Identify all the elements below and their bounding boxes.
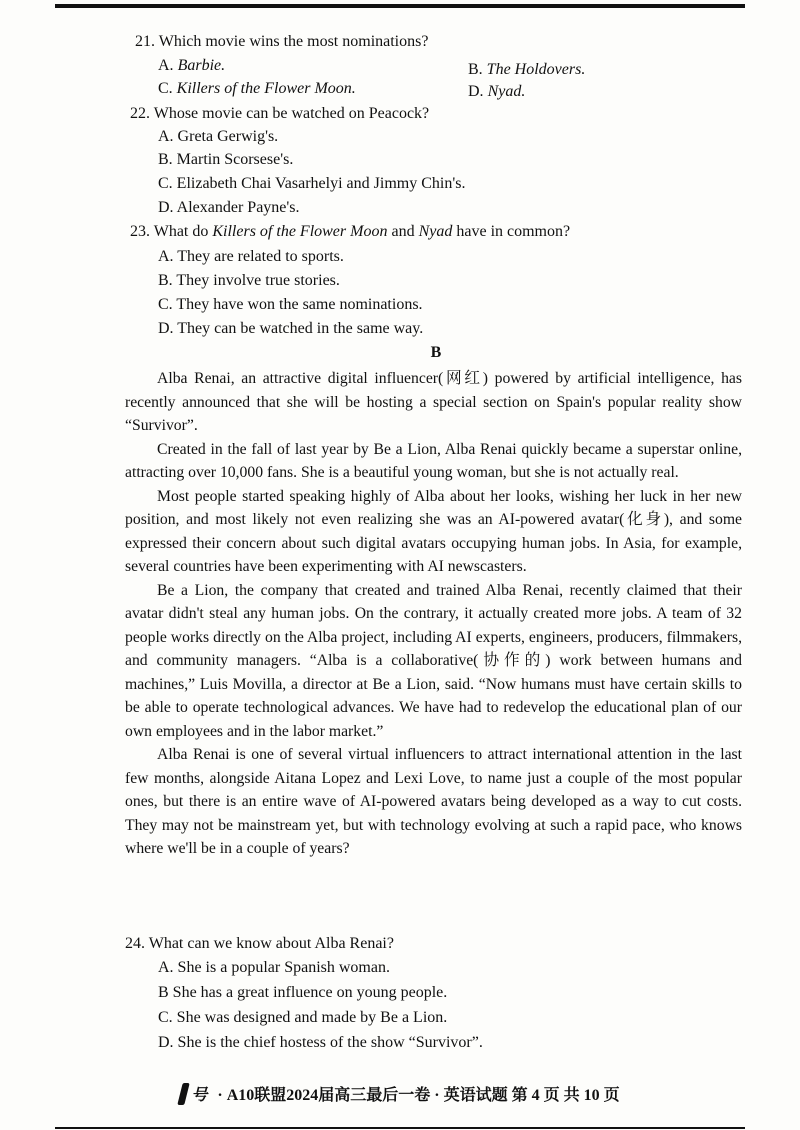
q22-option-d: D. Alexander Payne's. [158, 199, 300, 216]
question-24-stem: 24. What can we know about Alba Renai? [125, 935, 394, 952]
bottom-rule [55, 1127, 745, 1129]
q23-option-d: D. They can be watched in the same way. [158, 320, 424, 337]
q22-option-a: A. Greta Gerwig's. [158, 128, 279, 145]
logo-text: 号 [191, 1087, 208, 1104]
q24-option-b: B She has a great influence on young people. [158, 984, 448, 1001]
q21-option-d: D. Nyad. [468, 83, 526, 100]
q21-option-a-text: Barbie. [177, 57, 226, 74]
page-footer [0, 1082, 800, 1105]
q23-stem-mid: and [387, 223, 419, 240]
q21-option-a: A. Barbie. [158, 57, 226, 74]
q21-option-c-text: Killers of the Flower Moon. [176, 80, 356, 97]
q21-option-b-text: The Holdovers. [486, 61, 586, 78]
q24-option-c: C. She was designed and made by Be a Lion. [158, 1009, 448, 1026]
question-22-stem: 22. Whose movie can be watched on Peacock? [130, 105, 430, 122]
question-21-stem: 21. Which movie wins the most nominations? [135, 33, 429, 50]
q23-option-a: A. They are related to sports. [158, 248, 344, 265]
q24-option-a: A. She is a popular Spanish woman. [158, 959, 390, 976]
q23-option-b: B. They involve true stories. [158, 272, 340, 289]
q21-option-b: B. The Holdovers. [468, 61, 586, 78]
passage-paragraph-3: Most people started speaking highly of Alba about her looks, wishing her luck in her new position, and most likely not even realizing she was an AI-powered avatar(化身), and some expressed their concern about such digital avatars occupying human jobs. In Asia, for example, several countries have been experimenting with AI newscasters. [125, 487, 742, 575]
footer-text: · A10联盟2024届高三最后一卷 · 英语试题 第 4 页 共 10 页 [217, 1087, 620, 1104]
q22-option-b: B. Martin Scorsese's. [158, 151, 294, 168]
question-23-stem [130, 222, 570, 242]
q23-stem-title-2: Nyad [418, 223, 453, 240]
top-rule [55, 4, 745, 8]
q21-option-c: C. Killers of the Flower Moon. [158, 80, 356, 97]
q23-stem-post: have in common? [452, 223, 571, 240]
passage-paragraph-5: Alba Renai is one of several virtual influencers to attract international attention in the last few months, alongside Aitana Lopez and Lexi Love, to name just a couple of the most popular ones, but there is an entire wave of AI-powered avatars being developed as a way to cut costs. They may not be mainstream yet, but with technology evolving at such a rapid pace, who knows where we'll be in a couple of years? [125, 746, 742, 857]
passage-paragraph-1: Alba Renai, an attractive digital influencer(网红) powered by artificial intelligence, has recently announced that she will be hosting a special section on Spain's popular reality show “Survivor”. [125, 370, 742, 434]
q23-stem-title-1: Killers of the Flower Moon [212, 223, 388, 240]
passage-paragraph-2: Created in the fall of last year by Be a Lion, Alba Renai quickly became a superstar online, attracting over 10,000 fans. She is a beautiful young woman, but she is not actually real. [125, 440, 742, 481]
q23-option-c: C. They have won the same nominations. [158, 296, 423, 313]
q21-option-d-text: Nyad. [487, 83, 526, 100]
reading-passage [125, 367, 742, 861]
logo-icon [178, 1083, 190, 1105]
passage-paragraph-4: Be a Lion, the company that created and trained Alba Renai, recently claimed that their avatar didn't steal any human jobs. On the contrary, it actually created more jobs. A team of 32 people works directly on the Alba project, including AI experts, engineers, producers, filmmakers, and community managers. “Alba is a collaborative(协作的) work between humans and machines,” Luis Movilla, a director at Be a Lion, said. “Now humans must have certain skills to be able to operate technological advances. We have had to redevelop the educational plan of our own employees and in the labor market.” [125, 581, 742, 740]
q24-option-d: D. She is the chief hostess of the show “Survivor”. [158, 1034, 483, 1051]
q22-option-c: C. Elizabeth Chai Vasarhelyi and Jimmy Chin's. [158, 175, 466, 192]
section-label: B [430, 344, 442, 361]
q23-stem-pre: 23. What do [130, 223, 213, 240]
